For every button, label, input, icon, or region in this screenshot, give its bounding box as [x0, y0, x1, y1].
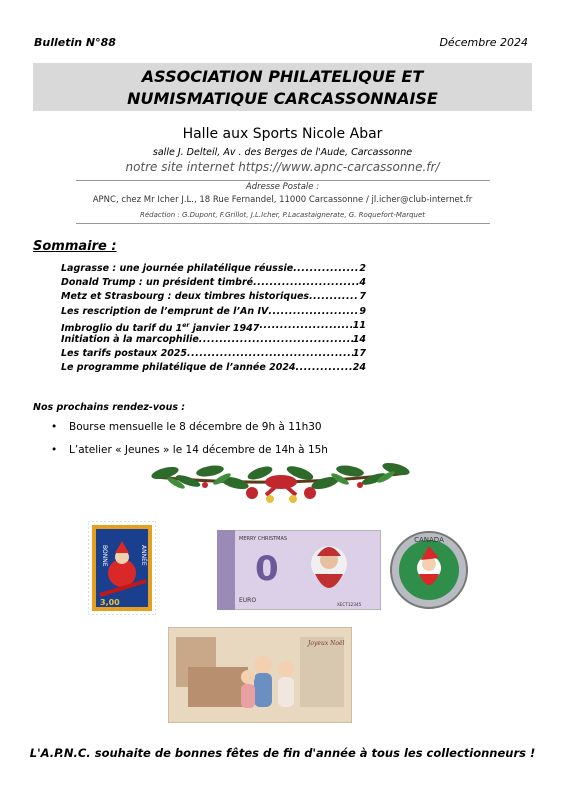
postal-address: APNC, chez Mr Icher J.L., 18 Rue Fernandel, 11000 Carcassonne / jl.icher@club-internet.fr — [92, 195, 473, 205]
stamp-label-left: BONNE — [101, 545, 108, 567]
title-line-1: ASSOCIATION PHILATELIQUE ET — [141, 67, 424, 86]
toc-item[interactable]: Lagrasse : une journée philatélique réussie ..... 2 — [61, 262, 366, 276]
vintage-christmas-card-image — [168, 627, 352, 723]
toc-item[interactable]: Initiation à la marcophilie ..... 14 — [61, 333, 366, 347]
bullet-icon: • — [51, 444, 58, 456]
zero-euro-banknote-image — [217, 530, 381, 610]
title-line-2: NUMISMATIQUE CARCASSONNAISE — [127, 89, 438, 108]
bullet-icon: • — [51, 421, 58, 433]
sommaire-title: Sommaire : — [33, 239, 117, 254]
stamp-value: 3,00 — [100, 598, 120, 607]
toc-item[interactable]: Metz et Strasbourg : deux timbres historiques ..... 7 — [61, 290, 366, 304]
list-item: • L’atelier « Jeunes » le 14 décembre de 14h à 15h — [51, 444, 328, 456]
banknote-unit: EURO — [239, 597, 257, 604]
christmas-stamp-image — [88, 521, 156, 615]
toc-item[interactable]: Donald Trump : un président timbré ..... 4 — [61, 276, 366, 290]
venue-address: salle J. Delteil, Av . des Berges de l'Aude, Carcassonne — [152, 147, 413, 158]
toc-item[interactable]: Les tarifs postaux 2025 ..... 17 — [61, 347, 366, 361]
banknote-serial: XECT12345 — [337, 603, 362, 608]
bulletin-number: Bulletin N°88 — [34, 36, 116, 49]
list-item: • Bourse mensuelle le 8 décembre de 9h à 11h30 — [51, 421, 322, 433]
season-greeting: L'A.P.N.C. souhaite de bonnes fêtes de fin d'année à tous les collectionneurs ! — [29, 746, 536, 760]
coin-inscription: CANADA — [414, 536, 444, 544]
rendezvous-title: Nos prochains rendez-vous : — [33, 402, 186, 413]
toc-item[interactable]: Les rescription de l’emprunt de l’An IV ..... 9 — [61, 305, 366, 319]
toc-item[interactable]: Le programme philatélique de l’année 2024 ..... 24 — [61, 361, 366, 375]
banknote-value: 0 — [255, 549, 279, 589]
bulletin-date: Décembre 2024 — [439, 36, 528, 49]
postal-label: Adresse Postale : — [245, 182, 320, 192]
stamp-label-right: ANNÉE — [140, 545, 147, 566]
santa-coin-image — [389, 530, 469, 610]
holly-garland-illustration — [150, 455, 412, 505]
association-title — [33, 63, 532, 111]
card-caption: Joyeux Noël — [308, 640, 345, 647]
sommaire-list — [61, 262, 366, 376]
toc-item[interactable]: Imbroglio du tarif du 1er janvier 1947 ..... 11 — [61, 319, 366, 333]
redaction-credits: Rédaction : G.Dupont, F.Grillot, J.L.Icher, P.Lacastaignerate, G. Roquefort-Marquet — [139, 211, 426, 219]
banknote-title: MERRY CHRISTMAS — [239, 536, 288, 542]
venue-name: Halle aux Sports Nicole Abar — [182, 126, 383, 142]
website-line[interactable]: notre site internet https://www.apnc-carcassonne.fr/ — [125, 160, 440, 174]
